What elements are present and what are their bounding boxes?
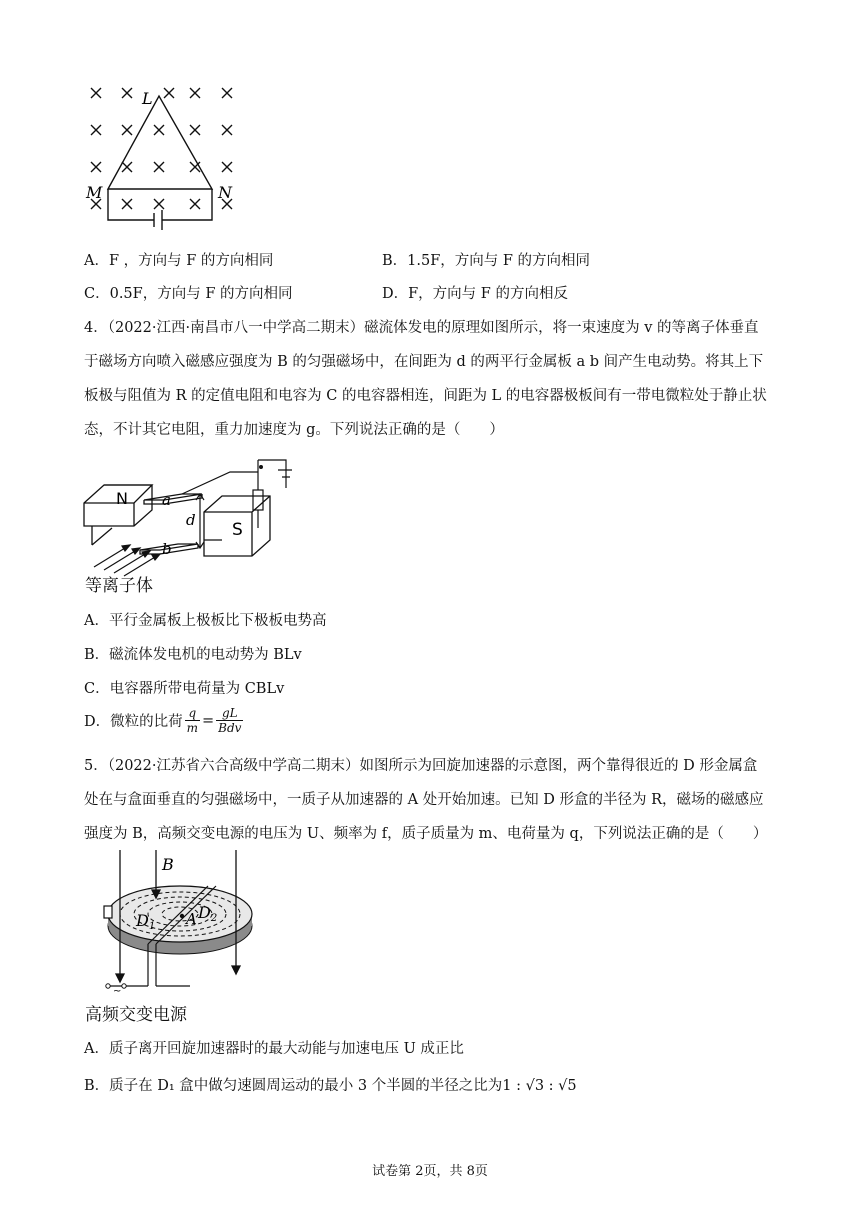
label-D2: D2	[198, 903, 218, 924]
q4-stem-line2: 于磁场方向喷入磁感应强度为 B 的匀强磁场中，在间距为 d 的两平行金属板 a b 间产生电动势。将其上下	[84, 354, 764, 370]
fraction-q-over-m: $\frac{q}{m}$	[186, 706, 199, 735]
equals-sign: =	[202, 712, 215, 729]
q5-stem-line1: 5．（2022·江苏省六合高级中学高二期末）如图所示为回旋加速器的示意图，两个靠得很近的 D 形金属盒	[84, 758, 758, 774]
page-footer: 试卷第 2页，共 8页	[372, 1164, 488, 1179]
q3-option-d: D．F，方向与 F 的方向相反	[382, 286, 568, 302]
capacitor-plates	[278, 470, 292, 477]
svg-text:~: ~	[113, 986, 122, 997]
label-N: N	[218, 183, 232, 202]
point-A	[180, 914, 184, 918]
q4-option-d	[84, 706, 243, 735]
label-magnet-N: N	[116, 489, 128, 508]
q5-option-a: A．质子离开回旋加速器时的最大动能与加速电压 U 成正比	[84, 1041, 464, 1057]
fraction-gL-over-Bdv: $\frac{gL}{\text{Bdv}}$	[218, 706, 242, 735]
q4-option-d-prefix: D．微粒的比荷	[84, 714, 183, 730]
label-plate-a: a	[162, 491, 171, 509]
q5-option-b	[84, 1074, 577, 1095]
q4-option-b: B．磁流体发电机的电动势为 BLv	[84, 647, 302, 663]
q3-option-c: C．0.5F，方向与 F 的方向相同	[84, 286, 293, 302]
q4-stem-line3: 板极与阻值为 R 的定值电阻和电容为 C 的电容器相连，间距为 L 的电容器极板间有一带电微粒处于静止状	[84, 388, 767, 404]
label-plate-b: b	[162, 540, 172, 558]
figure-cyclotron	[98, 848, 263, 998]
q3-option-a: A．F ，方向与 F 的方向相同	[84, 253, 274, 269]
q5-figure-caption: 高频交变电源	[85, 1005, 187, 1025]
label-D1: D1	[136, 911, 156, 932]
label-magnet-S: S	[232, 520, 243, 540]
label-A: A	[186, 910, 197, 928]
q4-option-c: C．电容器所带电荷量为 CBLv	[84, 681, 285, 697]
field-crosses	[91, 88, 232, 209]
label-distance-d: d	[186, 511, 196, 529]
q4-stem-line1: 4．（2022·江西·南昌市八一中学高二期末）磁流体发电的原理如图所示，将一束速度为 v 的等离子体垂直	[84, 320, 759, 336]
q4-option-a: A．平行金属板上极板比下极板电势高	[84, 613, 327, 629]
q4-stem-line4: 态，不计其它电阻，重力加速度为 g。下列说法正确的是（ ）	[84, 422, 504, 438]
q5-option-b-text: B．质子在 D₁ 盒中做匀速圆周运动的最小 3 个半圆的半径之比为	[84, 1078, 503, 1094]
label-M: M	[86, 183, 103, 202]
label-L: L	[142, 89, 153, 108]
battery-icon	[154, 210, 162, 230]
q3-option-b: B．1.5F，方向与 F 的方向相同	[382, 253, 591, 269]
q5-stem-line2: 处在与盒面垂直的匀强磁场中，一质子从加速器的 A 处开始加速。已知 D 形盒的半径为 R，磁场的磁感应	[84, 792, 764, 808]
label-B: B	[162, 855, 174, 874]
q5-option-b-ratio: 1 : √3 : √5	[502, 1078, 577, 1094]
figure-triangle-circuit	[84, 82, 244, 232]
q5-stem-line3: 强度为 B，高频交变电源的电压为 U、频率为 f，质子质量为 m、电荷量为 q，下列说法正确的是（ ）	[84, 826, 768, 842]
distance-d-arrow	[196, 494, 204, 548]
q4-figure-caption: 等离子体	[85, 576, 153, 596]
